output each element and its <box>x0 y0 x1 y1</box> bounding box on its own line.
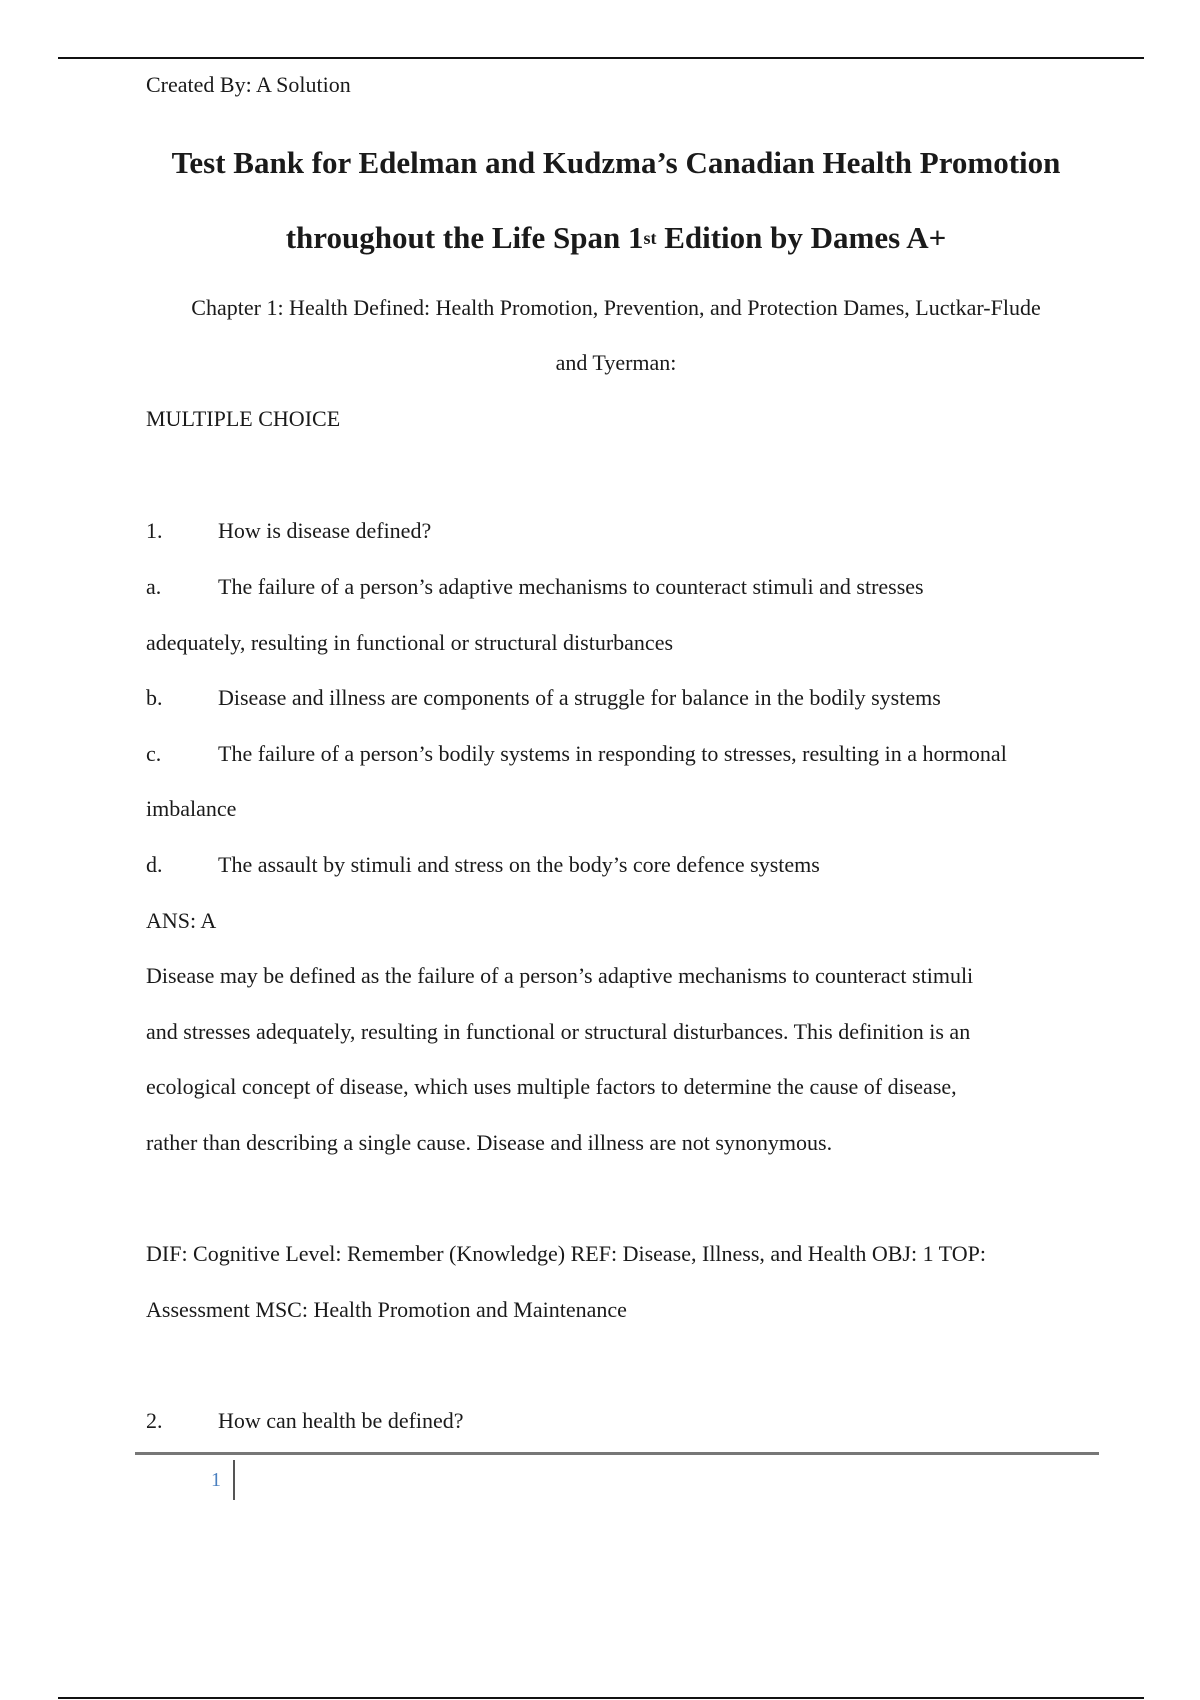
top-rule <box>58 57 1144 59</box>
option-c-continued: imbalance <box>146 796 237 821</box>
answer: ANS: A <box>146 908 217 933</box>
section-heading: MULTIPLE CHOICE <box>146 406 341 431</box>
option-label: c. <box>146 741 162 766</box>
option-text: The failure of a person’s bodily systems in responding to stresses, resulting in a hormonal <box>218 741 1007 766</box>
option-text: The failure of a person’s adaptive mechanisms to counteract stimuli and stresses <box>218 574 924 599</box>
page-number: 1 <box>211 1469 221 1491</box>
title-line-2-post: Edition by Dames A+ <box>656 220 947 255</box>
rationale-line: and stresses adequately, resulting in functional or structural disturbances. This definition is an <box>146 1019 971 1044</box>
option-label: d. <box>146 852 163 877</box>
option-a-continued: adequately, resulting in functional or structural disturbances <box>146 630 674 655</box>
title-superscript: st <box>643 228 657 248</box>
created-by: Created By: A Solution <box>146 72 351 97</box>
question-number: 2. <box>146 1408 163 1433</box>
chapter-line-1: Chapter 1: Health Defined: Health Promotion, Prevention, and Protection Dames, Luctkar-Flude <box>191 295 1041 320</box>
option-text: Disease and illness are components of a struggle for balance in the bodily systems <box>218 685 941 710</box>
question-text: How can health be defined? <box>218 1408 464 1433</box>
chapter-line-2: and Tyerman: <box>555 350 677 375</box>
footer-rule <box>135 1452 1099 1455</box>
text-cursor <box>233 1460 235 1500</box>
title-line-1: Test Bank for Edelman and Kudzma’s Canadian Health Promotion <box>171 145 1061 180</box>
option-label: a. <box>146 574 162 599</box>
rationale-line: Disease may be defined as the failure of a person’s adaptive mechanisms to counteract stimuli <box>146 963 974 988</box>
bottom-rule <box>58 1697 1144 1699</box>
option-text: The assault by stimuli and stress on the body’s core defence systems <box>218 852 820 877</box>
title-line-2-pre: throughout the Life Span 1 <box>285 220 644 255</box>
option-label: b. <box>146 685 163 710</box>
metadata-line: Assessment MSC: Health Promotion and Maintenance <box>146 1297 627 1322</box>
rationale-line: ecological concept of disease, which uses multiple factors to determine the cause of disease, <box>146 1074 957 1099</box>
question-text: How is disease defined? <box>218 518 432 543</box>
question-number: 1. <box>146 518 163 543</box>
rationale-line: rather than describing a single cause. Disease and illness are not synonymous. <box>146 1130 833 1155</box>
metadata-line: DIF: Cognitive Level: Remember (Knowledge) REF: Disease, Illness, and Health OBJ: 1 TOP: <box>146 1241 986 1266</box>
title-line-2 <box>146 219 1086 257</box>
